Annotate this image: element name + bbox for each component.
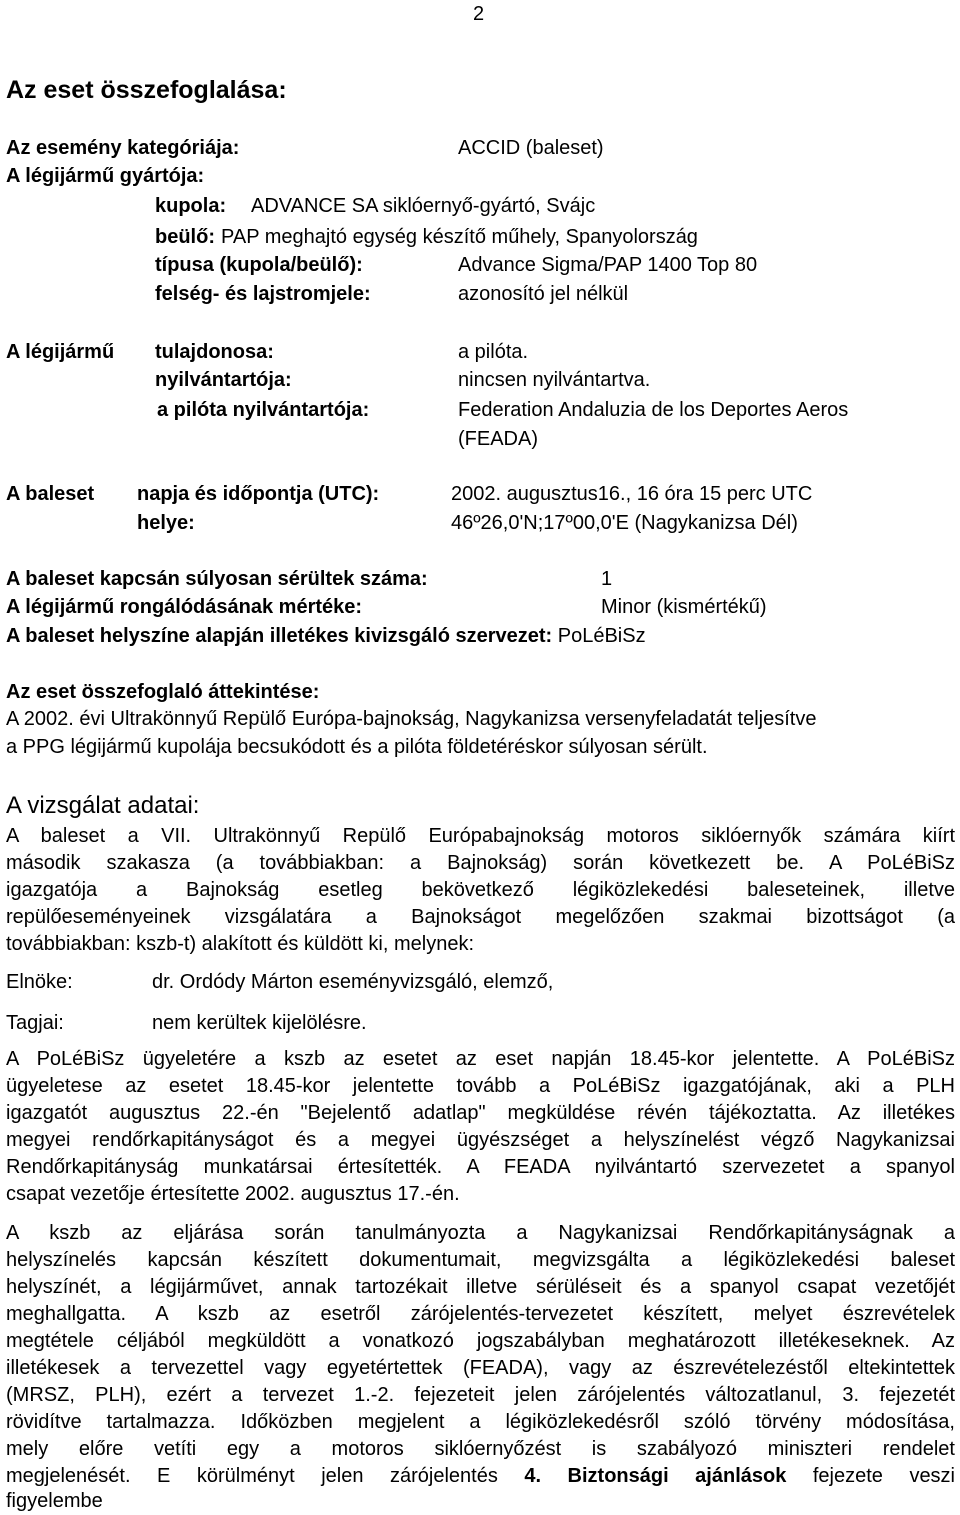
category-label: Az esemény kategóriája:	[6, 137, 240, 159]
type-label: típusa (kupola/beülő):	[155, 254, 363, 276]
category-value: ACCID (baleset)	[458, 137, 604, 159]
date-value: 2002. augusztus16., 16 óra 15 perc UTC	[451, 483, 813, 505]
para3-line: helyszínét, a légijárművet, annak tartozékait illetve sérüléseit és a spanyol csapat vezetőjét	[6, 1276, 955, 1298]
para2-line: csapat vezetője értesítette 2002. augusztus 17.-én.	[6, 1183, 460, 1205]
canopy-label: kupola:	[155, 195, 227, 217]
para3-last: figyelembe	[6, 1490, 103, 1512]
summary-heading: Az eset összefoglalása:	[6, 76, 287, 104]
para3-line: A kszb az eljárása során tanulmányozta a Nagykanizsai Rendőrkapitányságnak a	[6, 1222, 955, 1244]
para1-line: továbbiakban: kszb-t) alakított és küldött ki, melynek:	[6, 933, 474, 955]
overview-line: A 2002. évi Ultrakönnyű Repülő Európa-bajnokság, Nagykanizsa versenyfeladatát teljesítve	[6, 708, 817, 730]
registration-value: azonosító jel nélkül	[458, 283, 629, 305]
para3-text: megjelenését. E körülményt jelen zárójelentés	[6, 1465, 525, 1487]
registration-label: felség- és lajstromjele:	[155, 283, 371, 305]
para1-line: repülőeseményeinek vizsgálatára a Bajnokságot megelőzően szakmai bizottságot (a	[6, 906, 955, 928]
injured-label: A baleset kapcsán súlyosan sérültek száma:	[6, 568, 428, 590]
place-label: helye:	[137, 512, 195, 534]
para3-line: megtétele céljából megküldött a vonatkozó jogszabályban meghatározott illetékeseknek. Az	[6, 1330, 955, 1352]
damage-value: Minor (kismértékű)	[601, 596, 767, 618]
investigation-heading: A vizsgálat adatai:	[6, 792, 200, 819]
owner-label: tulajdonosa:	[155, 341, 274, 363]
pilot-registrar-value-cont: (FEADA)	[458, 428, 538, 450]
para1-line: igazgatója a Bajnokság esetleg bekövetkező légiközlekedési baleseteinek, illetve	[6, 879, 955, 901]
owner-prefix: A légijármű	[6, 341, 115, 363]
pilot-registrar-value: Federation Andaluzia de los Deportes Aeros	[458, 399, 849, 421]
para2-line: Rendőrkapitányság munkatársai értesítették. A FEADA nyilvántartó szervezetet a spanyol	[6, 1156, 955, 1178]
para1-line: második szakasza (a továbbiakban: a Bajnokság) során következett be. A PoLéBiSz	[6, 852, 955, 874]
para2-line: igazgatót augusztus 22.-én "Bejelentő adatlap" megküldése révén tájékoztatta. Az illetékes	[6, 1102, 955, 1124]
harness-label: beülő:	[155, 226, 215, 248]
para3-text-end: fejezete veszi	[786, 1465, 956, 1487]
page-number: 2	[473, 3, 485, 25]
para3-line: illetékesek a tervezettel vagy egyetértettek (FEADA), vagy az észrevételezéstől eltekintettek	[6, 1357, 955, 1379]
pilot-registrar-label: a pilóta nyilvántartója:	[157, 399, 370, 421]
para2-line: megyei rendőrkapitányságot és a megyei ügyészséget a helyszínelést végző Nagykanizsai	[6, 1129, 955, 1151]
owner-value: a pilóta.	[458, 341, 529, 363]
safety-recommendations-ref: 4. Biztonsági ajánlások	[524, 1465, 787, 1487]
registrar-label: nyilvántartója:	[155, 369, 292, 391]
chair-value: dr. Ordódy Márton eseményvizsgáló, elemző,	[152, 971, 554, 993]
para3-line: rövidítve tartalmazza. Időközben megjelent a légiközlekedésről szóló törvény módosítása,	[6, 1411, 955, 1433]
injured-value: 1	[601, 568, 613, 590]
para2-line: A PoLéBiSz ügyeletére a kszb az esetet az eset napján 18.45-kor jelentette. A PoLéBiSz	[6, 1048, 955, 1070]
date-label: napja és időpontja (UTC):	[137, 483, 380, 505]
registrar-value: nincsen nyilvántartva.	[458, 369, 651, 391]
para3-line-mixed	[6, 1462, 955, 1490]
overview-label: Az eset összefoglaló áttekintése:	[6, 681, 320, 703]
manufacturer-label: A légijármű gyártója:	[6, 165, 205, 187]
members-label: Tagjai:	[6, 1012, 64, 1034]
para1-line: A baleset a VII. Ultrakönnyű Repülő Európabajnokság motoros siklóernyők számára kiírt	[6, 825, 955, 847]
authority-value: PoLéBiSz	[557, 625, 646, 647]
canopy-value: ADVANCE SA siklóernyő-gyártó, Svájc	[251, 195, 596, 217]
para3-line: (MRSZ, PLH), ezért a tervezet 1.-2. fejezeteit jelen zárójelentés változatlanul, 3. fejezetét	[6, 1384, 955, 1406]
type-value: Advance Sigma/PAP 1400 Top 80	[458, 254, 758, 276]
authority-row	[6, 622, 646, 650]
damage-label: A légijármű rongálódásának mértéke:	[6, 596, 363, 618]
para3-line: mely előre vetíti egy a motoros siklóernyőzést is szabályozó miniszteri rendelet	[6, 1438, 955, 1460]
para3-line: helyszínelés kapcsán készített dokumentumait, megvizsgálta a légiközlekedési baleset	[6, 1249, 955, 1271]
chair-label: Elnöke:	[6, 971, 73, 993]
members-value: nem kerültek kijelölésre.	[152, 1012, 367, 1034]
place-value: 46º26,0'N;17º00,0'E (Nagykanizsa Dél)	[451, 512, 798, 534]
authority-label: A baleset helyszíne alapján illetékes kivizsgáló szervezet:	[6, 625, 553, 647]
para2-line: ügyeletese az esetet 18.45-kor jelentette tovább a PoLéBiSz igazgatójának, aki a PLH	[6, 1075, 955, 1097]
para3-line: meghallgatta. A kszb az esetről zárójelentés-tervezetet készített, melyet észrevételek	[6, 1303, 955, 1325]
harness-value: PAP meghajtó egység készítő műhely, Spanyolország	[221, 226, 698, 248]
accident-prefix: A baleset	[6, 483, 95, 505]
overview-line: a PPG légijármű kupolája becsukódott és a pilóta földetéréskor súlyosan sérült.	[6, 736, 708, 758]
